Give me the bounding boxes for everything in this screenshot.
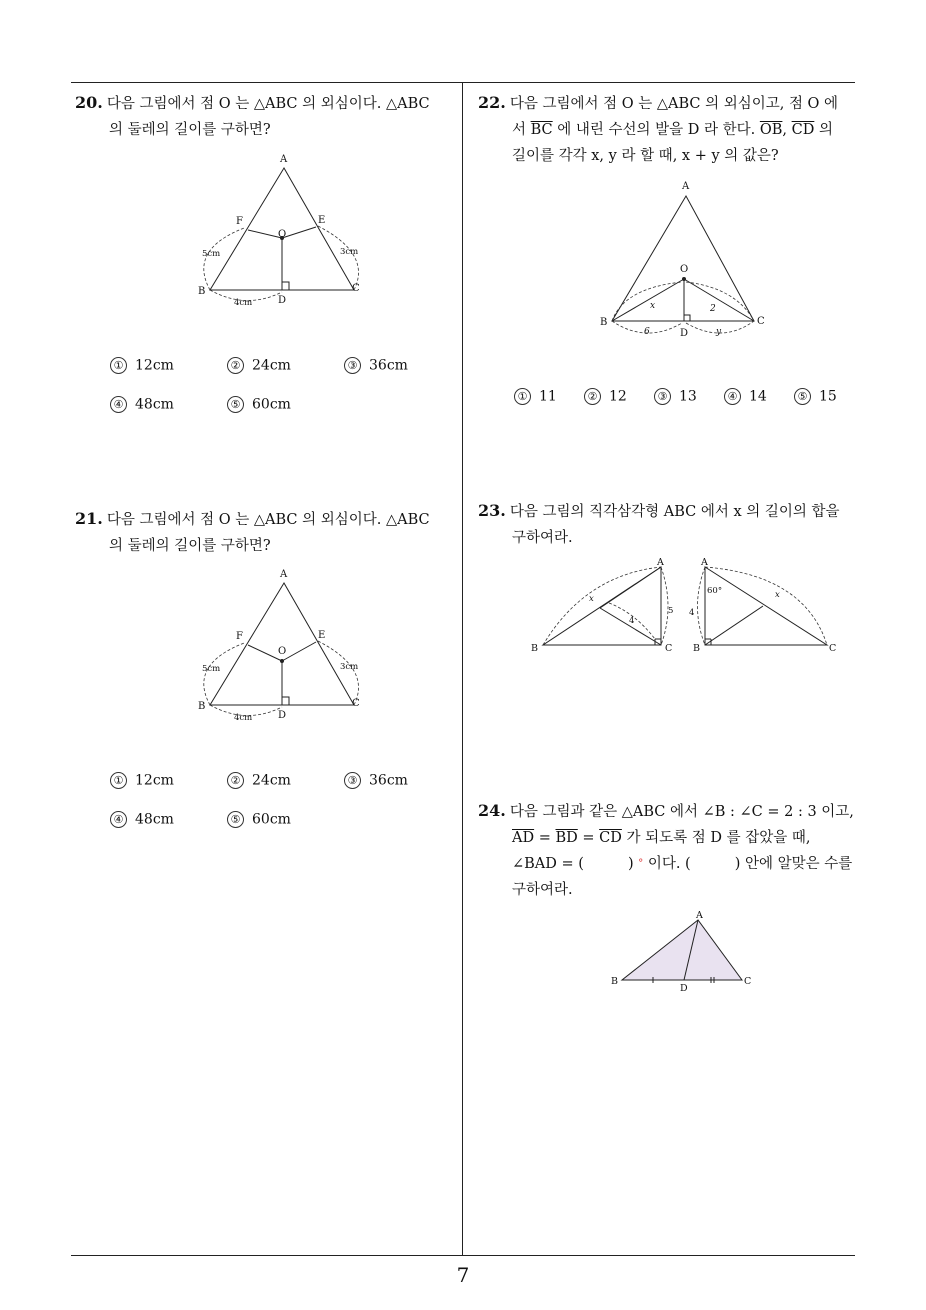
choice-1[interactable] [514,388,557,405]
choice-5[interactable] [227,396,291,413]
length-bf: 5cm [202,664,221,674]
question-number: 20. [75,93,103,112]
length-x: x [589,594,594,604]
label-C: C [744,976,752,987]
question-text: 길이를 각각 x, y 라 할 때, x + y 의 값은? [512,148,779,164]
choice-mark: ③ [344,772,361,789]
choice-3[interactable] [344,357,408,374]
question-text: 의 둘레의 길이를 구하면? [109,538,271,554]
label-O: O [278,646,287,657]
choice-4[interactable] [724,388,767,405]
label-B: B [198,701,206,712]
question-number: 24. [478,801,506,820]
choice-5[interactable] [794,388,837,405]
label-D: D [278,295,287,306]
label-B: B [531,643,538,654]
choice-text: 12cm [135,772,174,789]
column-divider [462,82,463,1256]
choice-mark: ③ [344,357,361,374]
length-x: x [775,590,780,600]
question-text: $\overline{AD} = \overline{BD} = \overline{CD}$ 가 되도록 점 D 를 잡았을 때, [512,830,811,846]
question-text: 구하여라. [512,882,573,898]
length-ce: 3cm [340,247,359,257]
length-5: 5 [668,606,674,616]
label-A: A [280,569,288,580]
choice-mark: ① [514,388,531,405]
label-C: C [829,643,837,654]
choice-mark: ② [227,357,244,374]
label-C: C [757,316,765,327]
question-text: 다음 그림의 직각삼각형 ABC 에서 x 의 길이의 합을 [509,504,840,520]
label-A: A [657,557,664,568]
page-number: 7 [456,1263,470,1287]
choice-text: 12 [609,388,627,405]
choice-text: 48cm [135,396,174,413]
length-4: 4 [629,616,635,626]
choice-text: 24cm [252,772,291,789]
choice-mark: ③ [654,388,671,405]
choice-3[interactable] [654,388,697,405]
label-B: B [693,643,700,654]
choice-1[interactable] [110,357,174,374]
label-B: B [611,976,618,987]
question-number: 22. [478,93,506,112]
figure-q24 [610,910,760,995]
shaded-triangle [622,920,742,980]
label-F: F [236,216,243,227]
question-21 [75,506,460,559]
length-x: x [650,301,656,311]
choice-mark: ⑤ [794,388,811,405]
choice-1[interactable] [110,772,174,789]
question-text: 다음 그림에서 점 O 는 △ABC 의 외심이고, 점 O 에 [509,96,839,112]
choice-text: 14 [749,388,767,405]
choice-mark: ⑤ [227,396,244,413]
choice-mark: ④ [110,811,127,828]
top-rule [71,82,855,83]
length-4: 4 [689,608,695,618]
length-ce: 3cm [340,662,359,672]
label-O: O [278,229,287,240]
question-text: 다음 그림에서 점 O 는 △ABC 의 외심이다. △ABC [106,96,430,112]
choice-4[interactable] [110,811,174,828]
length-6: 6 [644,327,650,337]
choice-mark: ① [110,357,127,374]
label-C: C [352,283,360,294]
choice-4[interactable] [110,396,174,413]
label-B: B [600,317,608,328]
choice-text: 15 [819,388,837,405]
choice-3[interactable] [344,772,408,789]
choice-mark: ⑤ [227,811,244,828]
choice-5[interactable] [227,811,291,828]
question-text: 다음 그림에서 점 O 는 △ABC 의 외심이다. △ABC [106,512,430,528]
choice-mark: ② [584,388,601,405]
question-text: 다음 그림과 같은 △ABC 에서 ∠B : ∠C = 2 : 3 이고, [509,804,854,820]
question-text: 의 둘레의 길이를 구하면? [109,122,271,138]
question-text: 구하여라. [512,530,573,546]
choice-2[interactable] [227,357,291,374]
choice-text: 60cm [252,396,291,413]
figure-q22 [596,176,776,341]
choice-text: 36cm [369,357,408,374]
question-number: 23. [478,501,506,520]
length-bf: 5cm [202,249,221,259]
choice-2[interactable] [584,388,627,405]
choice-text: 12cm [135,357,174,374]
angle-60: 60° [707,586,723,596]
choice-text: 24cm [252,357,291,374]
choice-text: 13 [679,388,697,405]
question-number: 21. [75,509,103,528]
figure-q20 [190,150,370,310]
length-y: y [716,327,722,337]
question-20 [75,90,460,143]
question-24 [478,798,863,903]
label-D: D [680,328,689,339]
label-O: O [680,264,689,275]
label-B: B [198,286,206,297]
label-C: C [665,643,673,654]
question-22 [478,90,863,169]
choice-mark: ④ [724,388,741,405]
label-E: E [318,215,326,226]
choice-text: 36cm [369,772,408,789]
figure-q23 [525,555,845,660]
label-A: A [696,910,703,921]
choice-mark: ② [227,772,244,789]
label-A: A [682,181,690,192]
length-bd: 4cm [234,713,253,723]
label-A: A [280,154,288,165]
label-D: D [680,983,688,994]
label-F: F [236,631,243,642]
choice-mark: ① [110,772,127,789]
length-2: 2 [710,304,716,314]
bottom-rule [71,1255,855,1256]
choice-2[interactable] [227,772,291,789]
question-23 [478,498,863,551]
length-bd: 4cm [234,298,253,308]
label-A: A [701,557,708,568]
question-text: 서 $\overline{BC}$ 에 내린 수선의 발을 D 라 한다. $\overline{OB}$, $\overline{CD}$ 의 [512,122,833,138]
label-D: D [278,710,287,721]
label-C: C [352,698,360,709]
choice-mark: ④ [110,396,127,413]
question-text: ∠BAD = ( ) ° 이다. ( ) 안에 알맞은 수를 [512,856,853,872]
label-E: E [318,630,326,641]
figure-q21 [190,565,370,725]
choice-text: 48cm [135,811,174,828]
choice-text: 11 [539,388,557,405]
choice-text: 60cm [252,811,291,828]
